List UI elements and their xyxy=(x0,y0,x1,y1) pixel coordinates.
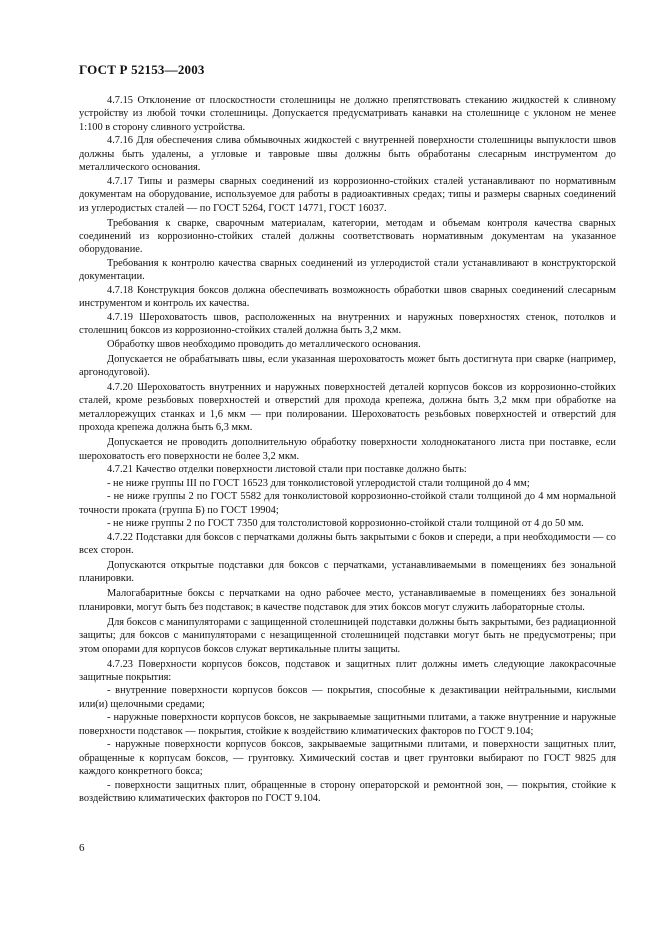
paragraph: Для боксов с манипуляторами с защищенной столешницей подставки должны быть закрытыми, без радиационной защиты; для боксов с манипуляторами с незащищенной столешницей подставки могут быть не предусмотрены; при этом опорами для корпусов боксов служат вертикальные плиты защиты. xyxy=(79,616,616,655)
page-number: 6 xyxy=(79,842,85,854)
paragraph: 4.7.16 Для обеспечения слива обмывочных жидкостей с внутренней поверхности столешницы выпуклости швов должны быть удалены, а угловые и тавровые швы должны быть обработаны слесарным инструментом до металлического основания. xyxy=(79,135,616,174)
paragraph: Требования к контролю качества сварных соединений из углеродистой стали устанавливают в конструкторской документации. xyxy=(79,257,616,283)
paragraph: 4.7.22 Подставки для боксов с перчатками должны быть закрытыми с боков и спереди, а при необходимости — со всех сторон. xyxy=(79,531,616,556)
list-item: - наружные поверхности корпусов боксов, закрываемые защитными плитами, и поверхности защитных плит, обращенные к корпусам боксов, — грунтовку. Химический состав и цвет грунтовки выбирают по ГОСТ 9825 для каждого конкретного бокса; xyxy=(79,739,616,778)
paragraph: Обработку швов необходимо проводить до металлического основания. xyxy=(107,338,421,350)
paragraph: 4.7.23 Поверхности корпусов боксов, подставок и защитных плит должны иметь следующие лакокрасочные защитные покрытия: xyxy=(79,658,616,684)
paragraph: 4.7.20 Шероховатость внутренних и наружных поверхностей деталей корпусов боксов из коррозионно-стойких сталей, кроме резьбовых поверхностей и отверстий для прохода крепежа, должна быть 3,2 мкм при обработке на металлорежущих станках и 1,6 мкм — при полировании. Шероховатость резьбовых поверхностей и отверстий для прохода крепежа должна быть 6,3 мкм. xyxy=(79,382,616,434)
paragraph: 4.7.19 Шероховатость швов, расположенных на внутренних и наружных поверхностях стенок, потолков и столешниц боксов из коррозионно-стойких сталей должна быть 3,2 мкм. xyxy=(79,311,616,337)
document-body xyxy=(79,94,616,806)
paragraph: Допускается не обрабатывать швы, если указанная шероховатость может быть достигнута при сварке (например, аргонодуговой). xyxy=(79,353,616,379)
paragraph: 4.7.21 Качество отделки поверхности листовой стали при поставке должно быть: xyxy=(107,464,467,476)
list-item: - не ниже группы 2 по ГОСТ 7350 для толстолистовой коррозионно-стойкой стали толщиной от 4 до 50 мм. xyxy=(107,518,584,530)
paragraph: Допускаются открытые подставки для боксов с перчатками, устанавливаемыми в помещениях без зональной планировки. xyxy=(79,559,616,585)
list-item: - поверхности защитных плит, обращенные в сторону операторской и ремонтной зон, — покрытия, стойкие к воздействию климатических факторов по ГОСТ 9.104. xyxy=(79,779,616,805)
paragraph: Малогабаритные боксы с перчатками на одно рабочее место, устанавливаемые в помещениях без зональной планировки, могут быть без подставок; в качестве подставок для этих боксов могут служить лабораторные столы. xyxy=(79,588,616,613)
paragraph: Требования к сварке, сварочным материалам, категории, методам и объемам контроля качества сварных соединений из коррозионно-стойких сталей должны соответствовать нормативным документам на указанное оборудование. xyxy=(79,217,616,256)
paragraph: 4.7.15 Отклонение от плоскостности столешницы не должно препятствовать стеканию жидкостей к сливному устройству из любой точки столешницы. Допускается предусматривать канавки на столешнице с уклоном не менее 1:100 в сторону сливного устройства. xyxy=(79,95,616,133)
list-item: - не ниже группы 2 по ГОСТ 5582 для тонколистовой коррозионно-стойкой стали толщиной до 4 мм нормальной точности проката (группа Б) по ГОСТ 19904; xyxy=(79,491,616,516)
list-item: - наружные поверхности корпусов боксов, не закрываемые защитными плитами, а также внутренние и наружные поверхности подставок — покрытия, стойкие к воздействию климатических факторов по ГОСТ 9.104; xyxy=(79,712,616,737)
paragraph: 4.7.18 Конструкция боксов должна обеспечивать возможность обработки швов сварных соединений слесарным инструментом и контроль их качества. xyxy=(79,284,616,310)
paragraph: Допускается не проводить дополнительную обработку поверхности холоднокатаного листа при поставке, если шероховатость его поверхности не более 3,2 мкм. xyxy=(79,437,616,462)
list-item: - не ниже группы III по ГОСТ 16523 для тонколистовой углеродистой стали толщиной до 4 мм; xyxy=(107,477,530,489)
list-item: - внутренние поверхности корпусов боксов — покрытия, способные к дезактивации нейтральными, кислыми или(и) щелочными средами; xyxy=(79,685,616,710)
document-header: ГОСТ Р 52153—2003 xyxy=(79,62,205,77)
paragraph: 4.7.17 Типы и размеры сварных соединений из коррозионно-стойких сталей устанавливают по нормативным документам на оборудование, используемое для работы в радиоактивных средах; типы и размеры сварных соединений из углеродистых сталей — по ГОСТ 5264, ГОСТ 14771, ГОСТ 16037. xyxy=(79,175,616,214)
